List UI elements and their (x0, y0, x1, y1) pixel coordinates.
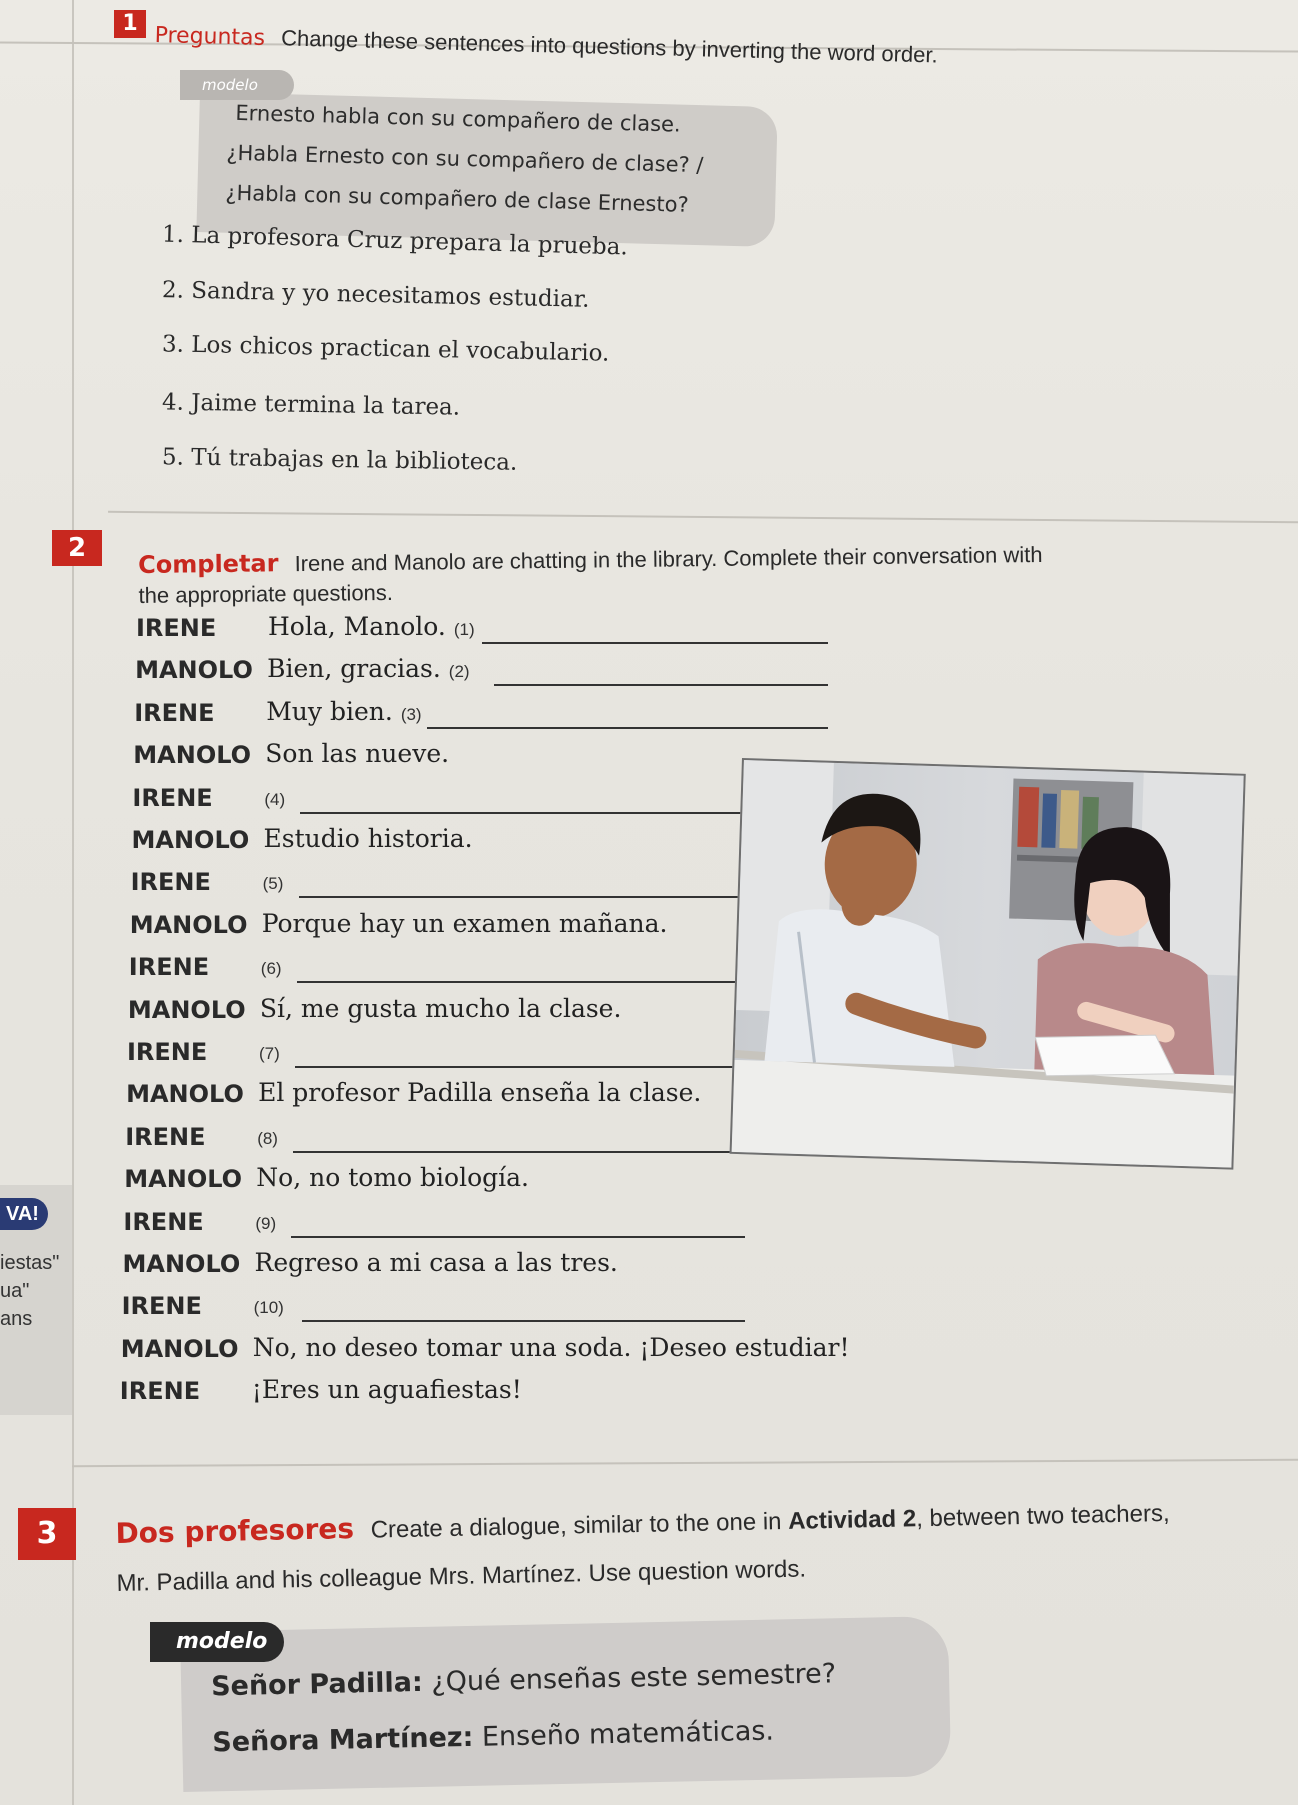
section-2-number: 2 (52, 530, 102, 566)
dialogue-line (257, 1121, 278, 1150)
section-2-instruction-2: the appropriate questions. (138, 579, 394, 608)
dialogue-speaker: MANOLO (120, 1334, 239, 1363)
section-1-item-4: 4. Jaime termina la tarea. (161, 389, 461, 421)
modelo-3-text-1: ¿Qué enseñas este semestre? (431, 1658, 837, 1698)
blank-number: (8) (257, 1128, 278, 1148)
margin-text-3: ans (0, 1308, 33, 1330)
section-3-instruction-2: Mr. Padilla and his colleague Mrs. Martínez. Use question words. (116, 1555, 807, 1597)
dialogue-speaker: MANOLO (124, 1165, 243, 1194)
section-1-modelo-box (196, 92, 777, 247)
dialogue-line (265, 739, 449, 768)
modelo-3-line-2 (212, 1716, 774, 1759)
dialogue-line (261, 951, 282, 980)
dialogue-speaker: IRENE (125, 1122, 206, 1151)
section-1-header (154, 22, 938, 68)
dialogue-speaker: MANOLO (122, 1250, 241, 1278)
dialogue-text: Sí, me gusta mucho la clase. (259, 993, 622, 1023)
dialogue-line (258, 1078, 701, 1107)
blank-number: (1) (453, 620, 475, 639)
answer-blank[interactable] (494, 684, 828, 686)
dialogue-text: No, no deseo tomar una soda. ¡Deseo estudiar! (252, 1332, 850, 1362)
answer-blank[interactable] (297, 981, 745, 983)
students-library-photo (730, 758, 1246, 1170)
section-3-instruction-b: , between two teachers, (915, 1499, 1170, 1533)
dialogue-speaker: IRENE (127, 1038, 208, 1066)
dialogue-speaker: MANOLO (131, 826, 250, 854)
photo-illustration (732, 760, 1244, 1168)
blank-number: (6) (260, 959, 282, 979)
answer-blank[interactable] (299, 896, 745, 898)
dialogue-line (268, 612, 475, 641)
section-1-item-2: 2. Sandra y yo necesitamos estudiar. (161, 277, 590, 313)
dialogue-speaker: IRENE (130, 868, 211, 897)
blank-number: (2) (448, 662, 470, 682)
dialogue-speaker: MANOLO (135, 656, 253, 685)
modelo-3-text-2: Enseño matemáticas. (481, 1715, 775, 1753)
dialogue-speaker: IRENE (121, 1292, 202, 1321)
dialogue-line (255, 1248, 618, 1277)
dialogue-line (267, 654, 469, 683)
blank-number: (7) (259, 1044, 280, 1063)
dialogue-line (262, 909, 668, 938)
dialogue-text: Son las nueve. (265, 739, 450, 769)
blank-number: (5) (262, 874, 284, 894)
dialogue-speaker: MANOLO (126, 1080, 244, 1109)
section-divider-1 (108, 511, 1298, 523)
modelo-3-line-1 (211, 1658, 836, 1702)
answer-blank[interactable] (482, 642, 828, 644)
modelo-1-line-2: ¿Habla Ernesto con su compañero de clase? / (226, 140, 704, 178)
dialogue-speaker: IRENE (128, 953, 210, 982)
dialogue-text: Regreso a mi casa a las tres. (254, 1248, 618, 1277)
section-3-instruction-a: Create a dialogue, similar to the one in (370, 1508, 782, 1544)
dialogue-line (264, 824, 473, 853)
dialogue-speaker: IRENE (119, 1377, 201, 1406)
dialogue-speaker: MANOLO (133, 741, 252, 770)
dialogue-line (259, 1036, 280, 1065)
blank-number: (4) (264, 789, 286, 809)
section-3-instruction-bold: Actividad 2 (787, 1505, 917, 1535)
dialogue-text: ¡Eres un aguafiestas! (251, 1375, 522, 1405)
section-1-title: Preguntas (154, 22, 266, 51)
dialogue-text: Estudio historia. (263, 824, 473, 853)
answer-blank[interactable] (302, 1320, 745, 1322)
blank-number: (10) (253, 1298, 284, 1318)
modelo-3-speaker-2: Señora Martínez: (212, 1721, 474, 1759)
section-3-modelo-tag: modelo (150, 1622, 284, 1662)
dialogue-speaker: MANOLO (129, 910, 248, 939)
dialogue-speaker: IRENE (123, 1207, 204, 1236)
section-2-header (138, 538, 1119, 611)
dialogue-text: Muy bien. (266, 696, 393, 726)
dialogue-text: Bien, gracias. (267, 654, 441, 684)
dialogue-speaker: IRENE (134, 698, 215, 727)
modelo-3-speaker-1: Señor Padilla: (210, 1666, 424, 1703)
dialogue-text: El profesor Padilla enseña la clase. (258, 1078, 702, 1108)
section-2-title: Completar (138, 549, 279, 579)
answer-blank[interactable] (295, 1066, 745, 1068)
section-3-title: Dos profesores (115, 1512, 355, 1550)
dialogue-text: Porque hay un examen mañana. (261, 908, 668, 938)
modelo-1-line-1: Ernesto habla con su compañero de clase. (235, 100, 681, 137)
dialogue-line (255, 1206, 276, 1235)
margin-pill: VA! (0, 1198, 48, 1230)
answer-blank[interactable] (291, 1236, 745, 1238)
dialogue-line (254, 1290, 284, 1319)
modelo-1-line-3: ¿Habla con su compañero de clase Ernesto? (225, 180, 689, 217)
dialogue-speaker: IRENE (132, 783, 213, 812)
answer-blank[interactable] (293, 1151, 745, 1153)
dialogue-line (260, 994, 622, 1023)
dialogue-speaker: IRENE (136, 614, 217, 642)
section-1-item-3: 3. Los chicos practican el vocabulario. (161, 331, 610, 367)
section-divider-2 (72, 1459, 1298, 1467)
dialogue-line (253, 1333, 850, 1362)
section-1-item-1: 1. La profesora Cruz prepara la prueba. (161, 221, 629, 261)
margin-text-2: ua" (0, 1280, 30, 1302)
dialogue-line (256, 1163, 529, 1192)
dialogue-text: Hola, Manolo. (268, 612, 446, 641)
section-1-modelo-tag: modelo (180, 70, 294, 100)
blank-number: (9) (255, 1213, 277, 1233)
section-1-item-5: 5. Tú trabajas en la biblioteca. (161, 444, 518, 476)
section-1-number: 1 (114, 10, 146, 38)
section-3-header (115, 1487, 1217, 1608)
dialogue-text: No, no tomo biología. (256, 1163, 529, 1193)
section-2-instruction-1: Irene and Manolo are chatting in the library. Complete their conversation with (294, 541, 1043, 577)
section-1-instruction: Change these sentences into questions by inverting the word order. (280, 25, 939, 68)
section-3-modelo-box (180, 1616, 951, 1792)
answer-blank[interactable] (300, 812, 745, 814)
dialogue-line (264, 782, 285, 811)
margin-text-1: iestas" (0, 1252, 60, 1274)
dialogue-speaker: MANOLO (127, 995, 246, 1024)
section-3-number: 3 (18, 1508, 76, 1560)
blank-number: (3) (400, 704, 422, 724)
dialogue-line (263, 866, 284, 895)
dialogue-line (266, 697, 421, 726)
answer-blank[interactable] (427, 727, 828, 729)
dialogue-line (252, 1375, 522, 1404)
